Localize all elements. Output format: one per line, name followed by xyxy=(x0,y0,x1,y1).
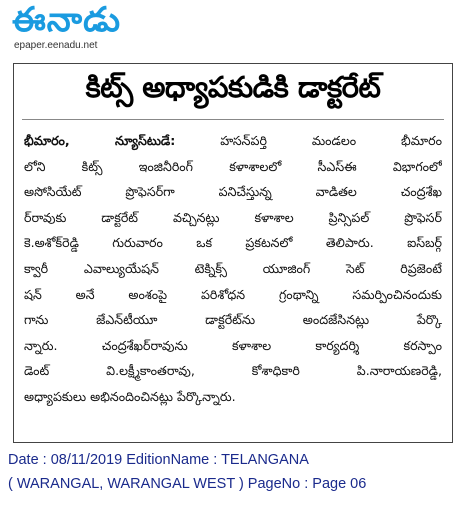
article-clipping xyxy=(13,63,453,443)
article-dateline: భీమారం, న్యూస్‌టుడే: xyxy=(24,133,176,148)
article-line: క్వారీ ఎవాల్యుయేషన్ టెక్నిక్స్ యూజింగ్ సెట్ రిప్రజెంటే xyxy=(24,260,442,276)
article-line: న్నారు. చంద్రశేఖర్‌రావును కళాశాల కార్యదర్శి కరస్పాం xyxy=(24,337,442,353)
article-line: అధ్యాపకులు అభినందించినట్లు పేర్కొన్నారు. xyxy=(24,388,236,404)
article-line: షన్ అనే అంశంపై పరిశోధన గ్రంథాన్ని సమర్పించినందుకు xyxy=(24,286,442,302)
article-line: గాను జేఎన్‌టీయూ డాక్టరేట్‌ను అందజేసినట్లు పేర్కొ xyxy=(24,312,442,328)
article-line: లోని కిట్స్ ఇంజినీరింగ్ కళాశాలలో సీఎస్ఈ విభాగంలో xyxy=(24,158,442,174)
article-body xyxy=(24,128,442,410)
article-headline: కిట్స్ అధ్యాపకుడికి డాక్టరేట్ xyxy=(85,70,381,104)
article-line: భీమారం, న్యూస్‌టుడే: హసన్‌పర్తి మండలం భీమారం xyxy=(24,133,442,148)
eenadu-logo: ఈనాడు xyxy=(12,0,122,40)
article-line: ర్‌రావుకు డాక్టరేట్ వచ్చినట్లు కళాశాల ప్రిన్సిపల్ ప్రొఫెసర్ xyxy=(24,209,442,225)
headline-divider xyxy=(22,119,444,120)
article-line: అసోసియేట్ ప్రొఫెసర్‌గా పనిచేస్తున్న వాడితల చంద్రశేఖ xyxy=(24,184,442,200)
article-line: కె.అశోక్‌రెడ్డి గురువారం ఒక ప్రకటనలో తెలిపారు. ఐస్‌బర్గ్ xyxy=(24,235,442,251)
edition-page-line: ( WARANGAL, WARANGAL WEST ) PageNo : Page 06 xyxy=(8,476,367,492)
masthead xyxy=(12,2,172,54)
article-line: డెంట్ వి.లక్ష్మీకాంతరావు, కోశాధికారి పి.నారాయణరెడ్డి, xyxy=(24,363,442,379)
edition-date-line: Date : 08/11/2019 EditionName : TELANGANA xyxy=(8,452,309,468)
site-url: epaper.eenadu.net xyxy=(14,40,98,51)
